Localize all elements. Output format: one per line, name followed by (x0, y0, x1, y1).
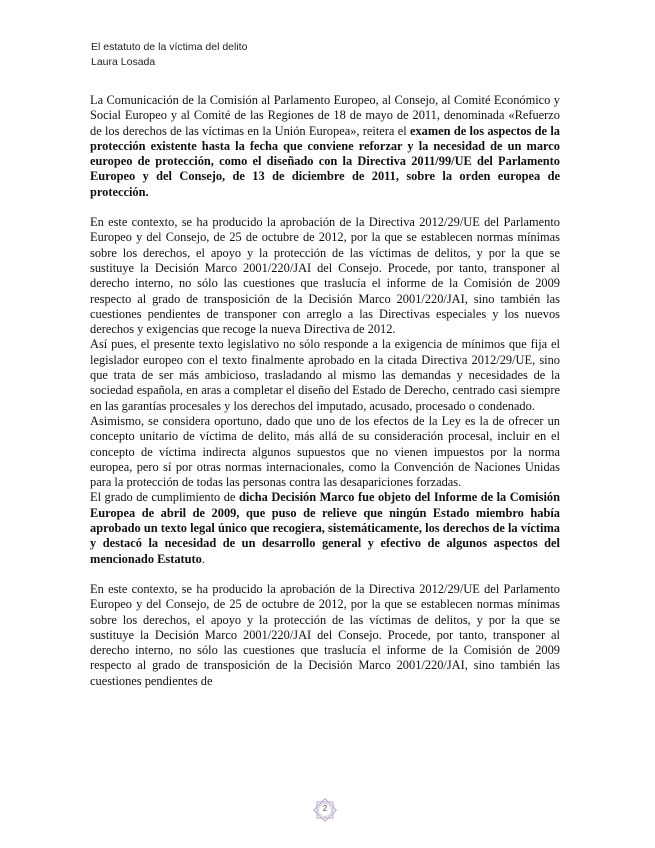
paragraph-5-text: El grado de cumplimiento de (90, 490, 239, 505)
paragraph-5-end: . (201, 551, 205, 566)
paragraph-3: Así pues, el presente texto legislativo no sólo responde a la exigencia de mínimos que fija el legislador europeo con el texto finalmente aprobado en la citada Directiva 2012/29/UE, sino que trata de ser más ambicioso, trasladando al mismo las demandas y necesidades de la sociedad española, en aras a completar el diseño del Estado de Derecho, centrado casi siempre en las garantías procesales y los derechos del imputado, acusado, procesado o condenado. (90, 337, 560, 413)
page-number: 2 (322, 804, 328, 813)
header-author: Laura Losada (91, 56, 156, 68)
page-number-ornament (311, 796, 339, 824)
paragraph-5-bold: dicha Decisión Marco fue objeto del Informe de la Comisión Europea de abril de 2009, que puso de relieve que ningún Estado miembro había aprobado un texto legal único que recogiera, sistemáticamente, los derechos de la víctima y destacó la necesidad de un desarrollo general y efectivo de algunos aspectos del mencionado Estatuto (90, 490, 560, 566)
paragraph-6: En este contexto, se ha producido la aprobación de la Directiva 2012/29/UE del Parlamento Europeo y del Consejo, de 25 de octubre de 2012, por la que se establecen normas mínimas sobre los derechos, el apoyo y la protección de las víctimas de delitos, y por la que se sustituye la Decisión Marco 2001/220/JAI del Consejo. Procede, por tanto, transponer al derecho interno, no sólo las cuestiones que traslucía el informe de la Comisión de 2009 respecto al grado de transposición de la Decisión Marco 2001/220/JAI, sino también las cuestiones pendientes de (90, 581, 560, 688)
paragraph-1 (90, 93, 560, 200)
running-header (91, 40, 247, 70)
paragraph-1-text: La Comunicación de la Comisión al Parlamento Europeo, al Consejo, al Comité Económico y Social Europeo y al Comité de las Regiones de 18 de mayo de 2011, denominada «Refuerzo de los derechos de las víctimas en la Unión Europea», reitera el (90, 93, 560, 138)
paragraph-4: Asimismo, se considera oportuno, dado que uno de los efectos de la Ley es la de ofrecer un concepto unitario de víctima de delito, más allá de su consideración procesal, incluir en el concepto de víctima indirecta algunos supuestos que no vienen impuestos por la norma europea, pero sí por otras normas internacionales, como la Convención de Naciones Unidas para la protección de todas las personas contra las desapariciones forzadas. (90, 413, 560, 490)
body-text (90, 93, 560, 689)
header-title: El estatuto de la víctima del delito (91, 41, 248, 53)
paragraph-1-bold: examen de los aspectos de la protección existente hasta la fecha que conviene reforzar y la necesidad de un marco europeo de protección, como el diseñado con la Directiva 2011/99/UE del Parlamento Europeo y del Consejo, de 13 de diciembre de 2011, sobre la orden europea de protección. (90, 123, 560, 199)
paragraph-2: En este contexto, se ha producido la aprobación de la Directiva 2012/29/UE del Parlamento Europeo y del Consejo, de 25 de octubre de 2012, por la que se establecen normas mínimas sobre los derechos, el apoyo y la protección de las víctimas de delitos, y por la que se sustituye la Decisión Marco 2001/220/JAI del Consejo. Procede, por tanto, transponer al derecho interno, no sólo las cuestiones que traslucía el informe de la Comisión de 2009 respecto al grado de transposición de la Decisión Marco 2001/220/JAI, sino también las cuestiones pendientes de transponer con arreglo a las Directivas especiales y los nuevos derechos y exigencias que recoge la nueva Directiva de 2012. (90, 215, 560, 337)
paragraph-5 (90, 490, 560, 566)
